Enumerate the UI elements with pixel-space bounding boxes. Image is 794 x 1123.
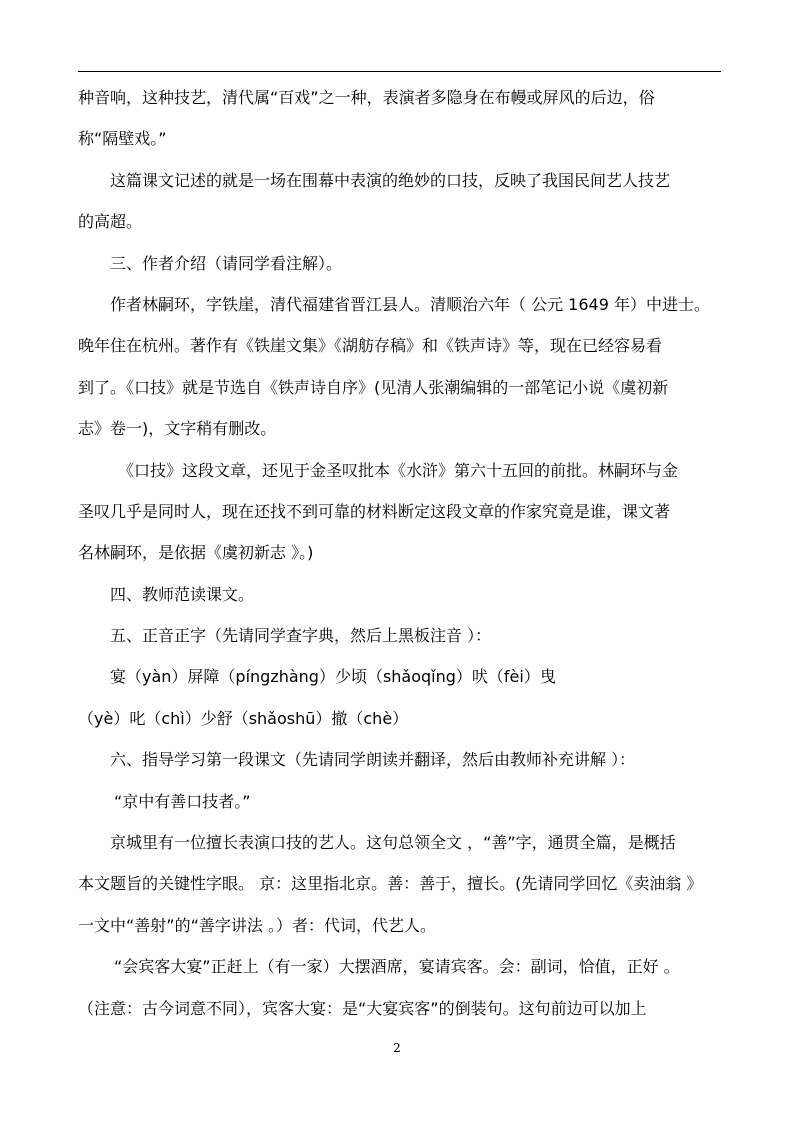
document-body bbox=[78, 82, 728, 1034]
text-line: 志》卷一)，文字稍有删改。 bbox=[78, 419, 277, 439]
text-line: 一文中“善射”的“善字讲法 。）者：代词，代艺人。 bbox=[78, 915, 436, 935]
text-line: 的高超。 bbox=[78, 212, 143, 232]
header-rule bbox=[78, 71, 721, 72]
text-line: 晚年住在杭州。著作有《铁崖文集》《湖舫存稿》和《铁声诗》等，现在已经容易看 bbox=[78, 336, 663, 356]
text-line: （注意：古今词意不同），宾客大宴：是“大宴宾客”的倒装句。这句前边可以加上 bbox=[78, 998, 647, 1018]
text-line: 名林嗣环，是依据《虞初新志 》。) bbox=[78, 543, 314, 563]
pinyin-line: （yè）叱（chì）少舒（shǎoshū）撤（chè） bbox=[78, 708, 409, 728]
text-line: 本文题旨的关键性字眼。 京：这里指北京。善：善于，擅长。(先请同学回忆《卖油翁 》 bbox=[78, 874, 703, 894]
section-heading: 三、作者介绍（请同学看注解）。 bbox=[110, 253, 343, 273]
section-heading: 六、指导学习第一段课文（先请同学朗读并翻译，然后由教师补充讲解 ）： bbox=[110, 750, 636, 770]
text-line: 到了。《口技》就是节选自《铁声诗自序》(见清人张潮编辑的一部笔记小说《虞初新 bbox=[78, 377, 669, 397]
text-line: 《口技》这段文章，还见于金圣叹批本《水浒》第六十五回的前批。林嗣环与金 bbox=[118, 460, 679, 480]
text-line: “会宾客大宴”正赶上（有一家）大摆酒席，宴请宾客。会：副词，恰值，正好 。 bbox=[114, 957, 680, 977]
text-line: 圣叹几乎是同时人，现在还找不到可靠的材料断定这段文章的作家究竟是谁，课文著 bbox=[78, 501, 671, 521]
text-line: 京城里有一位擅长表演口技的艺人。这句总领全文 ，“善”字，通贯全篇，是概括 bbox=[110, 833, 676, 853]
text-line: 称“隔壁戏。” bbox=[78, 129, 167, 149]
text-line: 这篇课文记述的就是一场在围幕中表演的绝妙的口技，反映了我国民间艺人技艺 bbox=[110, 170, 671, 190]
quote-line: “京中有善口技者。” bbox=[114, 791, 251, 811]
section-heading: 四、教师范读课文。 bbox=[110, 584, 255, 604]
text-line: 作者林嗣环，字铁崖，清代福建省晋江县人。清顺治六年（ 公元 1649 年）中进士。 bbox=[110, 294, 710, 314]
pinyin-line: 宴（yàn）屏障（píngzhàng）少顷（shǎoqǐng）吠（fèi）曳 bbox=[110, 667, 556, 687]
section-heading: 五、正音正字（先请同学查字典，然后上黑板注音 ）： bbox=[110, 626, 492, 646]
page-number: 2 bbox=[393, 1041, 401, 1055]
text-line: 种音响，这种技艺，清代属“百戏”之一种，表演者多隐身在布幔或屏风的后边，俗 bbox=[78, 88, 655, 107]
